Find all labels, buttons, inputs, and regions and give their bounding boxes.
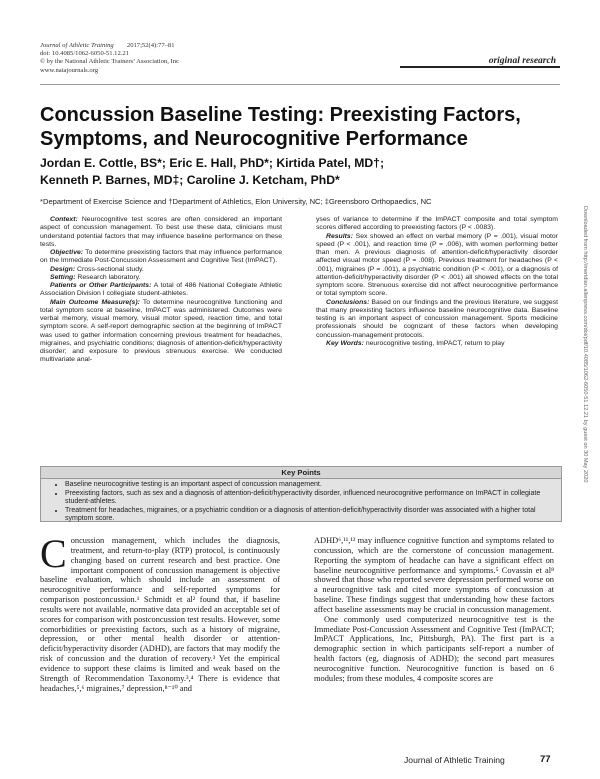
body-right-column	[314, 536, 554, 684]
key-points-list	[55, 481, 551, 523]
abstract-measures-continued: yses of variance to determine if the ImPACT composite and total symptom scores differed according to preexisting factors (P < .0083).	[316, 216, 558, 232]
copyright: © by the National Athletic Trainers’ Association, Inc	[40, 58, 179, 66]
abstract-left-column	[40, 216, 282, 365]
intro-paragraph-1: Concussion management, which includes the diagnosis, treatment, and return-to-play (RTP) protocol, is continuously changing based on current research and best practice. One important component of concussion management is objective baseline evaluation, which should include an assessment of neurocognitive performance and self-reported symptoms for comparison postconcussion.¹ Schmidt et al² found that, if baseline results were not available, normative data provided an acceptable set of scores for comparison with postconcussion test results. However, some comorbidities or preexisting factors, such as a history of migraine, depression, or other mental health disorder or attention-deficit/hyperactivity disorder (ADHD), are factors that may modify the risk of concussion and the duration of recovery.³ Yet the empirical evidence to support these claims is limited and weak based on the Strength of Recommendation Taxonomy.³,⁴ There is evidence that headaches,⁵,⁶ migraines,⁷ depression,⁸⁻¹⁰ and	[40, 531, 280, 693]
intro-paragraph-2: ADHD⁶,¹¹,¹² may influence cognitive function and symptoms related to concussion, which are the cornerstone of concussion management. Reporting the symptom of headache can have a significant effect on baseline neurocognitive performance and symptoms.⁵ Covassin et al⁸ showed that those who reported severe depression performed worse on a neurocognitive task and cited more symptoms of concussion at baseline. These findings suggest that understanding how these factors affect baseline assessments may be crucial in concussion management.	[314, 536, 554, 614]
download-sidebar	[576, 206, 590, 560]
abstract-context: Context: Neurocognitive test scores are often considered an important aspect of concussion management. To best use these data, clinicians must understand potential factors that may influence baseline performance on these tests.	[40, 216, 282, 248]
affiliations: *Department of Exercise Science and †Department of Athletics, Elon University, NC; ‡Greensboro Orthopaedics, NC	[40, 197, 432, 206]
page-number: 77	[540, 754, 551, 765]
header-divider	[40, 84, 560, 85]
drop-cap: C	[40, 531, 67, 576]
doi: doi: 10.4085/1062-6050-51.12.21	[40, 50, 130, 58]
key-points-box	[40, 466, 562, 522]
authors-line-2: Kenneth P. Barnes, MD‡; Caroline J. Ketcham, PhD*	[40, 173, 340, 187]
abstract-objective: Objective: To determine preexisting factors that may influence performance on the Immediate Post-Concussion Assessment and Cognitive Test (ImPACT).	[40, 249, 282, 265]
article-title: Concussion Baseline Testing: Preexisting Factors, Symptoms, and Neurocognitive Performance	[40, 104, 521, 150]
abstract-results: Results: Sex showed an effect on verbal memory (P = .001), visual motor speed (P < .001), and reaction time (P = .006), with women performing better than men. A previous diagnosis of attention-deficit/hyperactivity disorder affected visual motor speed (P = .008). Previous treatment for headaches (P < .001), migraines (P = .001), a psychiatric condition (P < .001), or a diagnosis of attention-deficit/hyperactivity disorder (P < .001) all showed effects on the total symptom score. Strenuous exercise did not affect neurocognitive performance or total symptom score.	[316, 232, 559, 298]
website: www.natajournals.org	[40, 66, 99, 74]
section-label: original research	[488, 56, 556, 66]
download-note: Downloaded from http://meridian.allenpress.com/doi/pdf/10.4085/1062-6050-51.12.21 by guest on 30 May 2020	[582, 206, 588, 483]
journal-name: Journal of Athletic Training	[40, 42, 114, 49]
citation-header	[40, 42, 400, 75]
key-point-item: • Baseline neurocognitive testing is an important aspect of concussion management.	[65, 481, 551, 489]
footer-journal: Journal of Athletic Training	[404, 755, 505, 765]
key-point-item: • Preexisting factors, such as sex and a diagnosis of attention-deficit/hyperactivity disorder, influenced neurocognitive performance on ImPACT in collegiate student-athletes.	[65, 490, 551, 507]
abstract-conclusions: Conclusions: Based on our findings and the previous literature, we suggest that many preexisting factors influence baseline neurocognitive data. Baseline testing is an important aspect of concussion management. Sports medicine professionals should be cognizant of these factors when developing concussion-management protocols.	[316, 298, 558, 339]
authors-line-1: Jordan E. Cottle, BS*; Eric E. Hall, PhD*; Kirtida Patel, MD†;	[40, 156, 385, 170]
abstract-participants: Patients or Other Participants: A total of 486 National Collegiate Athletic Association Division I collegiate student-athletes.	[40, 282, 282, 298]
key-points-title: Key Points	[41, 467, 561, 479]
key-point-item: • Treatment for headaches, migraines, or a psychiatric condition or a diagnosis of attention-deficit/hyperactivity disorder was associated with a higher total symptom score.	[65, 507, 551, 524]
abstract-measures: Main Outcome Measure(s): To determine neurocognitive functioning and total symptom score at baseline, ImPACT was administered. Outcomes were verbal memory, visual memory, visual motor speed, reaction time, and total symptom score. A self-report demographic section at the beginning of ImPACT was used to gather information concerning previous treatment for headaches, migraines, and psychiatric conditions; diagnosis of attention-deficit/hyperactivity disorder; and exposure to previous strenuous exercise. We conducted multivariate anal-	[40, 298, 282, 364]
abstract-keywords: Key Words: neurocognitive testing, ImPACT, return to play	[326, 339, 505, 347]
body-left-column	[40, 531, 280, 694]
author-list	[40, 155, 560, 189]
abstract-design: Design: Cross-sectional study.	[50, 265, 144, 273]
citation-details: 2017;52(4):77–81	[126, 42, 175, 49]
intro-paragraph-3: One commonly used computerized neurocognitive test is the Immediate Post-Concussion Assessment and Cognitive Test (ImPACT; ImPACT Applications, Inc, Pittsburgh, PA). The first part is a demographic section in which participants self-report a number of health factors (eg, diagnosis of ADHD); the second part measures neurocognitive function. Neurocognitive function is based on 6 modules; from these modules, 4 composite scores are	[314, 614, 554, 683]
abstract-right-column	[316, 216, 558, 348]
abstract-setting: Setting: Research laboratory.	[50, 273, 141, 281]
